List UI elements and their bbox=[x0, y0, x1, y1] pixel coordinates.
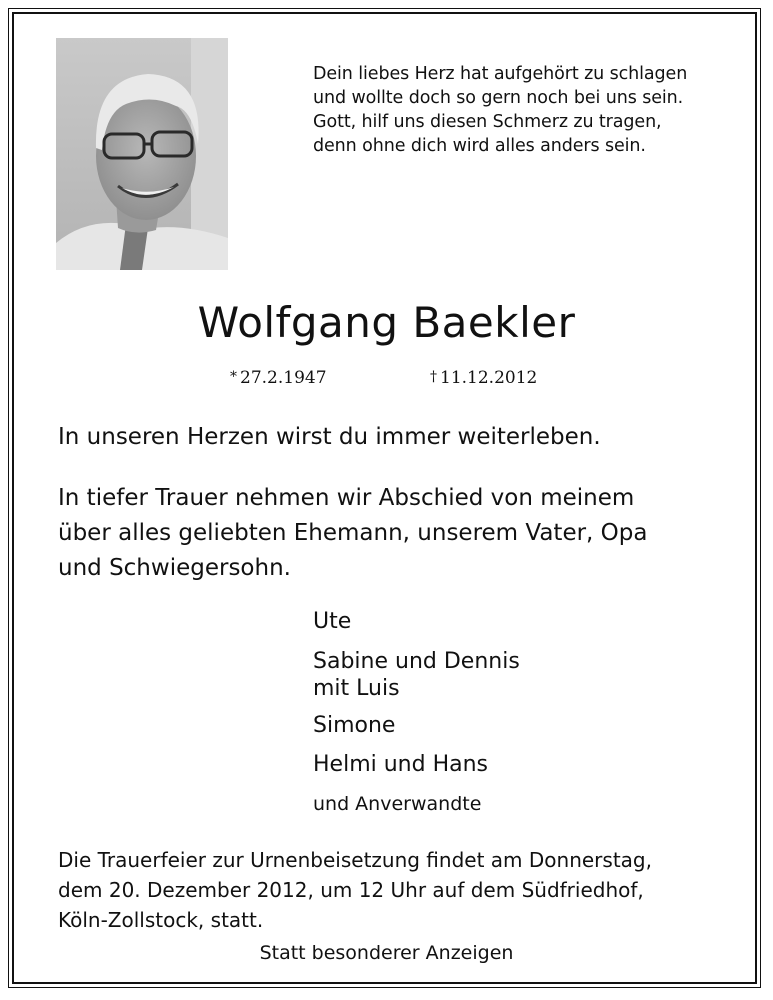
ceremony-line: Die Trauerfeier zur Urnenbeisetzung findet am Donnerstag, bbox=[58, 848, 652, 872]
portrait-photo-icon bbox=[56, 38, 228, 270]
mourning-line: über alles geliebten Ehemann, unserem Vater, Opa bbox=[58, 520, 648, 546]
mourning-line: und Schwiegersohn. bbox=[58, 555, 291, 581]
notice-text: Statt besonderer Anzeigen bbox=[259, 942, 514, 964]
death-cross-icon: † bbox=[430, 369, 437, 385]
family-member: mit Luis bbox=[313, 676, 400, 701]
family-member: Simone bbox=[313, 713, 396, 738]
birth-date-value: 27.2.1947 bbox=[240, 368, 327, 388]
family-member: Helmi und Hans bbox=[313, 752, 489, 777]
deceased-name: Wolfgang Baekler bbox=[197, 298, 576, 347]
mourning-text bbox=[58, 481, 748, 586]
ceremony-line: Köln-Zollstock, statt. bbox=[58, 908, 264, 932]
family-member: Sabine und Dennis bbox=[313, 649, 520, 674]
ceremony-line: dem 20. Dezember 2012, um 12 Uhr auf dem Südfriedhof, bbox=[58, 878, 644, 902]
family-member: Ute bbox=[313, 609, 352, 634]
poem-verse bbox=[313, 62, 733, 158]
poem-line: Dein liebes Herz hat aufgehört zu schlagen bbox=[313, 64, 688, 84]
ceremony-info bbox=[58, 845, 758, 935]
portrait-photo bbox=[56, 38, 228, 270]
poem-line: und wollte doch so gern noch bei uns sein. bbox=[313, 88, 684, 108]
birth-star-icon: * bbox=[230, 369, 237, 385]
memorial-line: In unseren Herzen wirst du immer weiterleben. bbox=[58, 424, 601, 450]
mourning-line: In tiefer Trauer nehmen wir Abschied von meinem bbox=[58, 485, 635, 511]
death-date bbox=[430, 368, 537, 388]
poem-line: denn ohne dich wird alles anders sein. bbox=[313, 136, 646, 156]
birth-date bbox=[230, 368, 327, 388]
death-date-value: 11.12.2012 bbox=[440, 368, 538, 388]
poem-line: Gott, hilf uns diesen Schmerz zu tragen, bbox=[313, 112, 662, 132]
family-relatives: und Anverwandte bbox=[313, 793, 482, 815]
